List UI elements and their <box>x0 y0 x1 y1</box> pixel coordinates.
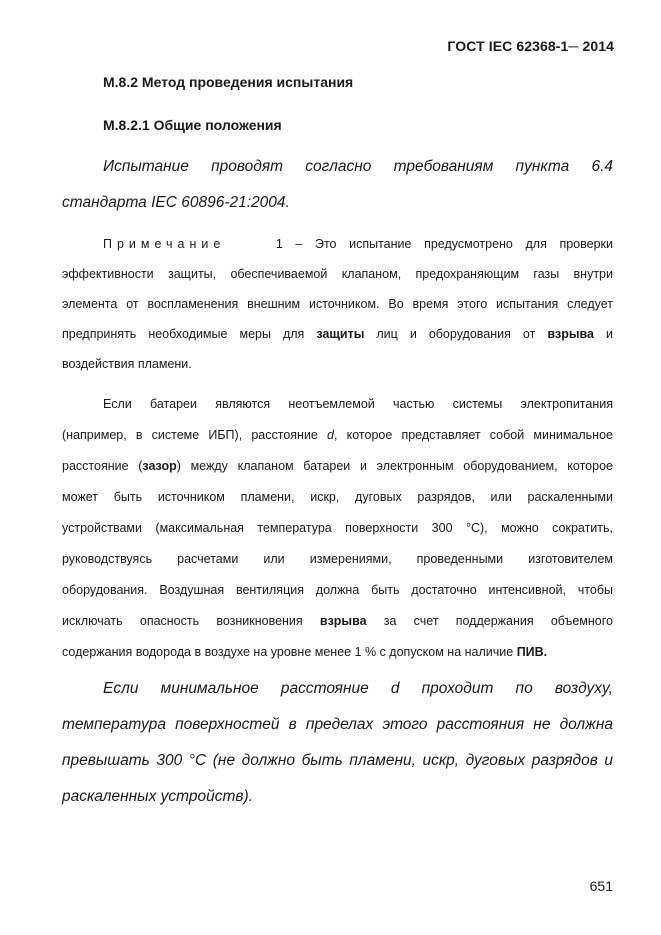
note-line-4-c: лиц и оборудования от <box>364 327 548 341</box>
note-line-4-e: и <box>594 327 613 341</box>
note-line-1-text: 1 – Это испытание предусмотрено для проверки <box>275 237 613 251</box>
para-line-3-a: расстояние ( <box>62 459 143 473</box>
para-line-2-a: (например, в системе ИБП), расстояние <box>62 428 328 442</box>
para-bold-piv: ПИВ. <box>516 645 548 659</box>
para-line-9 <box>62 644 613 660</box>
para-line-3-c: ) между клапаном батареи и электронным оборудованием, которое <box>176 459 613 473</box>
para-line-6: руководствуясь расчетами или измерениями, проведенными изготовителем <box>62 552 613 566</box>
note-line-2: эффективности защиты, обеспечиваемой клапаном, предохраняющим газы внутри <box>62 267 613 281</box>
note-line-4 <box>62 326 613 342</box>
para-line-2-c: , которое представляет собой минимальное <box>334 428 613 442</box>
para-bold-explosion: взрыва <box>319 614 367 628</box>
section-heading-m82: М.8.2 Метод проведения испытания <box>103 74 354 90</box>
para-bold-gap: зазор <box>142 459 177 473</box>
para-line-8-c: за счет поддержания объемного <box>366 614 613 628</box>
intro-line-1: Испытание проводят согласно требованиям пункта 6.4 <box>103 158 613 175</box>
para-line-7: оборудования. Воздушная вентиляция должна быть достаточно интенсивной, чтобы <box>62 583 613 597</box>
document-code-header: ГОСТ IEC 62368-1─ 2014 <box>447 38 614 54</box>
para-line-8 <box>62 613 613 629</box>
intro-paragraph <box>62 157 613 213</box>
para-line-3 <box>62 458 613 474</box>
note-label: Примечание <box>103 237 226 251</box>
final-paragraph <box>62 679 613 807</box>
intro-line-2: стандарта IEC 60896-21:2004. <box>62 194 290 211</box>
final-line-1: Если минимальное расстояние d проходит по воздуху, <box>103 680 613 697</box>
para-line-9-a: содержания водорода в воздухе на уровне менее 1 % с допуском на наличие <box>62 645 517 659</box>
final-line-2: температура поверхностей в пределах этого расстояния не должна <box>62 716 613 733</box>
page-number: 651 <box>589 878 613 894</box>
final-line-4: раскаленных устройств). <box>62 788 253 805</box>
note-line-1 <box>62 236 613 252</box>
final-line-3: превышать 300 °С (не должно быть пламени, искр, дуговых разрядов и <box>62 752 613 769</box>
para-line-8-a: исключать опасность возникновения <box>62 614 320 628</box>
note-bold-protection: защиты <box>316 327 365 341</box>
note-paragraph <box>62 236 613 372</box>
note-line-4-a: предпринять необходимые меры для <box>62 327 317 341</box>
para-line-1: Если батареи являются неотъемлемой частью системы электропитания <box>103 397 613 411</box>
section-heading-m821: М.8.2.1 Общие положения <box>103 117 282 133</box>
para-line-4: может быть источником пламени, искр, дуговых разрядов, или раскаленными <box>62 490 613 504</box>
note-bold-explosion: взрыва <box>547 327 594 341</box>
note-line-3: элемента от воспламенения внешним источником. Во время этого испытания следует <box>62 297 613 311</box>
para-line-5: устройствами (максимальная температура поверхности 300 °С), можно сократить, <box>62 521 613 535</box>
para-italic-d: d <box>327 428 334 442</box>
note-line-5: воздействия пламени. <box>62 357 192 371</box>
main-paragraph <box>62 396 613 660</box>
para-line-2 <box>62 427 613 443</box>
